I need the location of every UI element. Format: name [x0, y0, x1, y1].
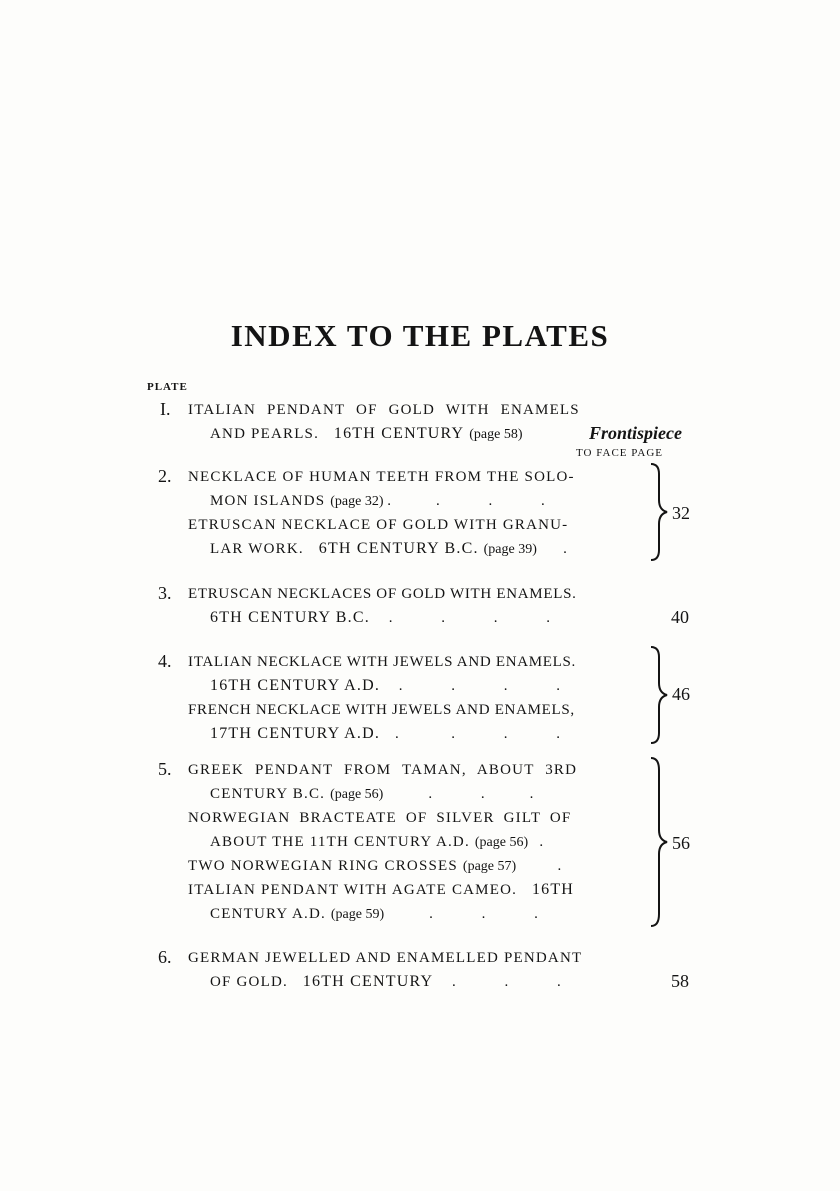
- plate-number: I.: [160, 399, 171, 419]
- page-reference: (page 58): [469, 427, 523, 442]
- plate-description: 6TH CENTURY B.C. . . . .: [210, 609, 550, 626]
- plate-description: 17TH CENTURY A.D. . . . .: [210, 725, 561, 742]
- plate-number: 2.: [158, 466, 172, 486]
- plate-description: OF GOLD. 16TH CENTURY . . .: [210, 973, 561, 990]
- plate-column-header: PLATE: [147, 381, 188, 393]
- face-page-number: 32: [672, 503, 690, 523]
- page-reference: (page 59): [330, 907, 385, 922]
- plate-description: ETRUSCAN NECKLACES OF GOLD WITH ENAMELS.: [188, 586, 577, 602]
- face-page-number: 46: [672, 684, 690, 704]
- plate-description: LAR WORK. 6TH CENTURY B.C. (page 39) .: [210, 540, 567, 557]
- page-reference: (page 32): [330, 494, 384, 509]
- century-text: 16TH CENTURY: [302, 973, 434, 990]
- century-text: 16TH CENTURY: [333, 425, 465, 442]
- plate-description: CENTURY B.C. (page 56) . . .: [210, 786, 534, 802]
- page-reference: (page 39): [483, 542, 537, 557]
- plate-description-part: TWO NORWEGIAN RING CROSSES: [188, 858, 458, 874]
- plate-description: NECKLACE OF HUMAN TEETH FROM THE SOLO-: [188, 469, 575, 485]
- face-page-number: 56: [672, 833, 690, 853]
- group-brace-icon: [648, 756, 670, 928]
- plate-description-part: AND PEARLS.: [210, 426, 320, 442]
- plate-description: CENTURY A.D. (page 59) . . .: [210, 906, 538, 922]
- plate-description-part: LAR WORK.: [210, 541, 304, 557]
- century-text: 6TH CENTURY B.C.: [318, 540, 479, 557]
- plate-number: 3.: [158, 583, 172, 603]
- page-reference: (page 56): [474, 835, 529, 850]
- century-text: 17TH CENTURY A.D.: [210, 725, 381, 742]
- plate-description-part: CENTURY B.C.: [210, 786, 326, 802]
- plate-number: 5.: [158, 759, 172, 779]
- plate-description-part: CENTURY A.D.: [210, 906, 326, 922]
- plate-description: NORWEGIAN BRACTEATE OF SILVER GILT OF: [188, 810, 572, 826]
- plate-description: ITALIAN PENDANT OF GOLD WITH ENAMELS: [188, 402, 580, 418]
- plate-description: 16TH CENTURY A.D. . . . .: [210, 677, 561, 694]
- page-title: INDEX TO THE PLATES: [230, 318, 610, 353]
- plate-description-part: ABOUT THE 11TH CENTURY A.D.: [210, 834, 470, 850]
- plate-description: TWO NORWEGIAN RING CROSSES (page 57) .: [188, 858, 562, 874]
- page-reference: (page 57): [462, 859, 517, 874]
- plate-description: ABOUT THE 11TH CENTURY A.D. (page 56) .: [210, 834, 544, 850]
- plate-number: 4.: [158, 651, 172, 671]
- plate-number: 6.: [158, 947, 172, 967]
- century-text: 6TH CENTURY B.C.: [210, 609, 370, 626]
- plate-description: MON ISLANDS (page 32) . . . .: [210, 493, 545, 509]
- face-page-number: 58: [671, 971, 689, 991]
- plate-description: [210, 424, 523, 445]
- plate-description: GREEK PENDANT FROM TAMAN, ABOUT 3RD: [188, 762, 578, 778]
- plate-description-part: OF GOLD.: [210, 974, 288, 990]
- century-text: 16TH CENTURY A.D.: [210, 677, 381, 694]
- group-brace-icon: [648, 462, 670, 562]
- to-face-page-header: TO FACE PAGE: [576, 447, 663, 459]
- century-text: 16TH: [531, 881, 575, 898]
- plate-description: [188, 880, 574, 900]
- plate-description-part: MON ISLANDS: [210, 493, 326, 509]
- face-page-frontispiece: Frontispiece: [589, 423, 682, 443]
- plate-description-part: ITALIAN PENDANT WITH AGATE CAMEO.: [188, 882, 518, 898]
- plate-description: ETRUSCAN NECKLACE OF GOLD WITH GRANU-: [188, 517, 569, 533]
- plate-description: ITALIAN NECKLACE WITH JEWELS AND ENAMELS.: [188, 654, 577, 670]
- plate-description: FRENCH NECKLACE WITH JEWELS AND ENAMELS,: [188, 702, 575, 718]
- group-brace-icon: [648, 645, 670, 745]
- plate-description: GERMAN JEWELLED AND ENAMELLED PENDANT: [188, 950, 583, 966]
- page-reference: (page 56): [330, 787, 384, 802]
- face-page-number: 40: [671, 607, 689, 627]
